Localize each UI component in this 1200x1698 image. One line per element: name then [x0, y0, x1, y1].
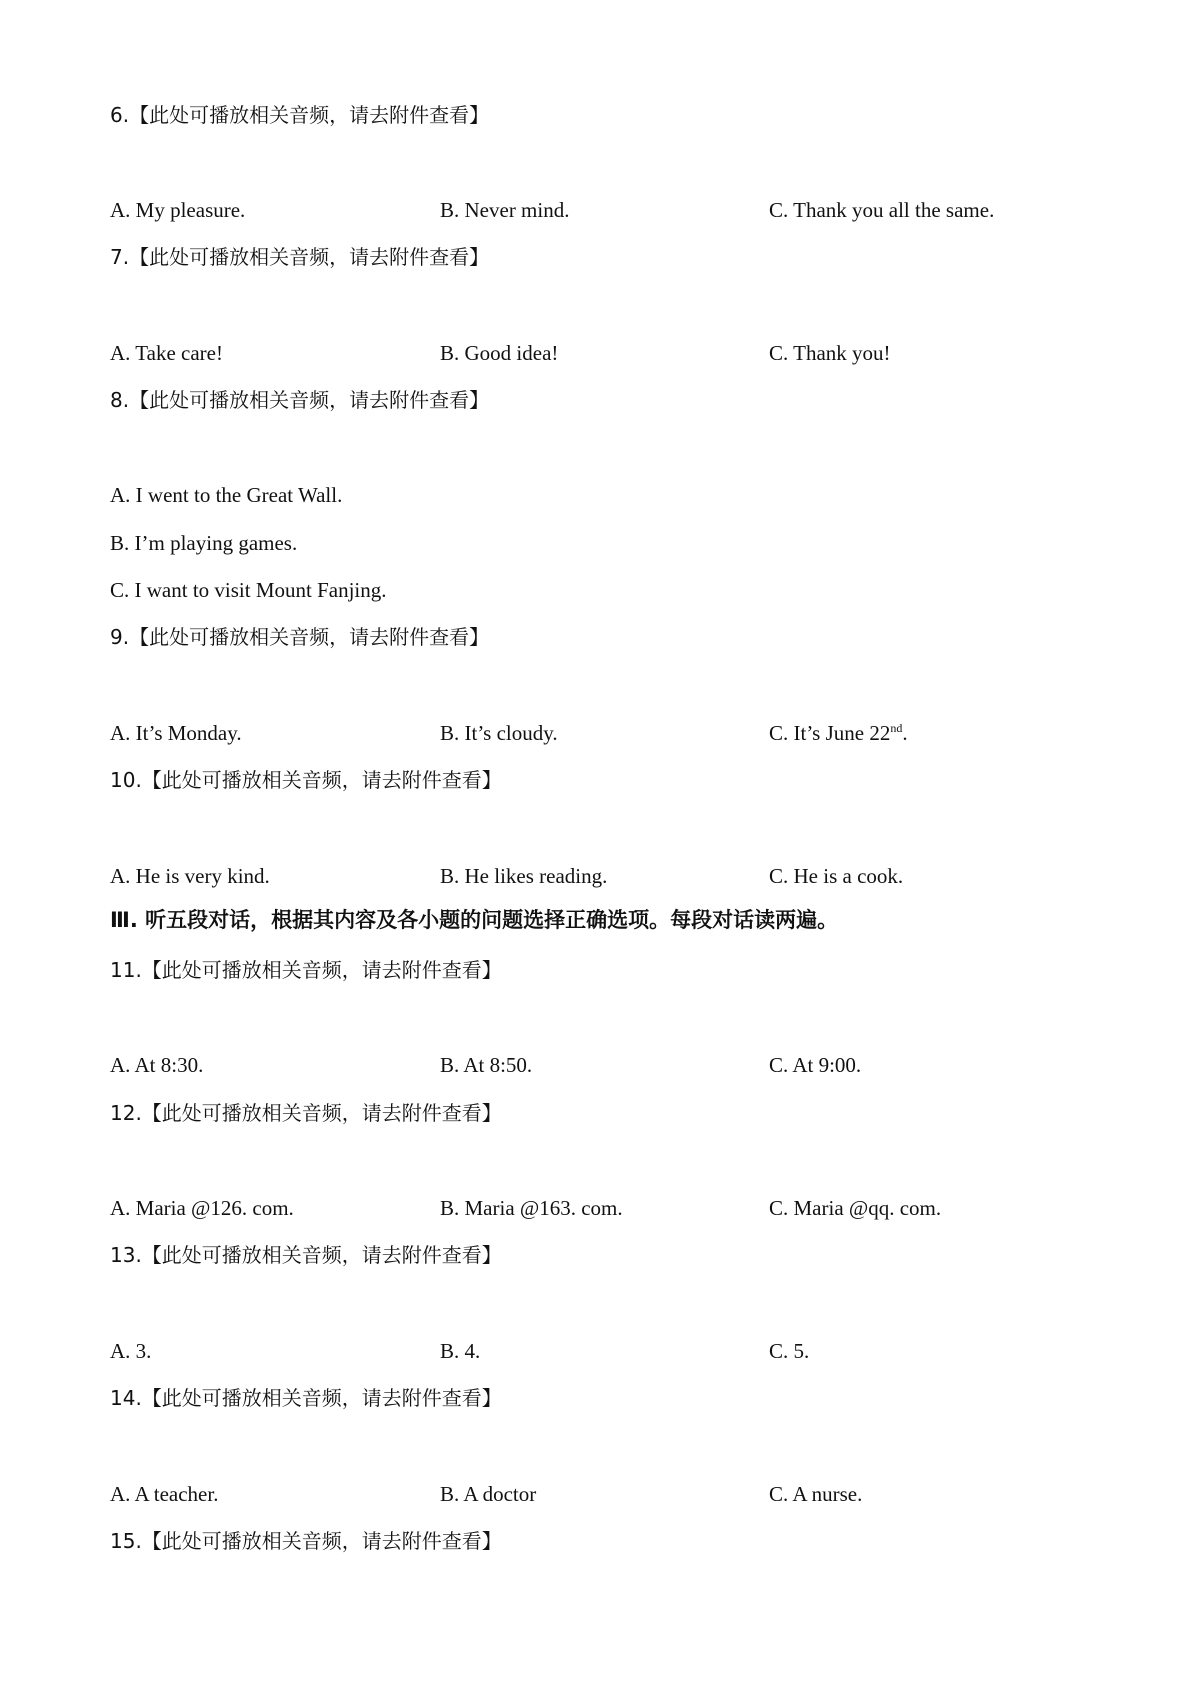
- question-10-prompt: 10.【此处可播放相关音频，请去附件查看】: [110, 768, 502, 792]
- question-6-option-a: A. My pleasure.: [110, 198, 246, 222]
- question-7-option-c: C. Thank you!: [769, 341, 891, 365]
- question-14-option-c: C. A nurse.: [769, 1482, 863, 1506]
- section-3-heading: Ⅲ. 听五段对话，根据其内容及各小题的问题选择正确选项。每段对话读两遍。: [110, 908, 839, 932]
- question-14-option-b: B. A doctor: [440, 1482, 537, 1506]
- question-8-option-a: A. I went to the Great Wall.: [110, 483, 343, 507]
- question-9-prompt: 9.【此处可播放相关音频，请去附件查看】: [110, 625, 490, 649]
- question-13-option-b: B. 4.: [440, 1339, 481, 1363]
- question-12-option-b: B. Maria @163. com.: [440, 1196, 623, 1220]
- question-8-option-c: C. I want to visit Mount Fanjing.: [110, 578, 387, 602]
- question-11-option-c: C. At 9:00.: [769, 1053, 862, 1077]
- question-9-option-c-superscript: nd: [890, 721, 903, 735]
- question-8-option-b: B. I’m playing games.: [110, 531, 298, 555]
- question-10-option-c: C. He is a cook.: [769, 864, 904, 888]
- question-9-option-c-suffix: .: [902, 721, 908, 745]
- question-13-option-a: A. 3.: [110, 1339, 152, 1363]
- question-10-option-a: A. He is very kind.: [110, 864, 270, 888]
- question-8-prompt: 8.【此处可播放相关音频，请去附件查看】: [110, 388, 490, 412]
- question-6-option-c: C. Thank you all the same.: [769, 198, 995, 222]
- question-14-option-a: A. A teacher.: [110, 1482, 219, 1506]
- question-9-option-a: A. It’s Monday.: [110, 721, 242, 745]
- question-12-option-c: C. Maria @qq. com.: [769, 1196, 942, 1220]
- question-15-prompt: 15.【此处可播放相关音频，请去附件查看】: [110, 1529, 502, 1553]
- question-14-prompt: 14.【此处可播放相关音频，请去附件查看】: [110, 1386, 502, 1410]
- question-6-option-b: B. Never mind.: [440, 198, 570, 222]
- question-11-prompt: 11.【此处可播放相关音频，请去附件查看】: [110, 958, 502, 982]
- question-13-option-c: C. 5.: [769, 1339, 810, 1363]
- question-7-option-b: B. Good idea!: [440, 341, 559, 365]
- question-11-option-a: A. At 8:30.: [110, 1053, 204, 1077]
- question-7-prompt: 7.【此处可播放相关音频，请去附件查看】: [110, 245, 490, 269]
- question-9-option-c: [769, 719, 908, 747]
- question-13-prompt: 13.【此处可播放相关音频，请去附件查看】: [110, 1243, 502, 1267]
- question-12-option-a: A. Maria @126. com.: [110, 1196, 294, 1220]
- question-9-option-c-text: C. It’s June 22: [769, 721, 891, 745]
- question-6-prompt: 6.【此处可播放相关音频，请去附件查看】: [110, 103, 490, 127]
- question-11-option-b: B. At 8:50.: [440, 1053, 533, 1077]
- question-7-option-a: A. Take care!: [110, 341, 223, 365]
- question-10-option-b: B. He likes reading.: [440, 864, 608, 888]
- question-12-prompt: 12.【此处可播放相关音频，请去附件查看】: [110, 1101, 502, 1125]
- question-9-option-b: B. It’s cloudy.: [440, 721, 558, 745]
